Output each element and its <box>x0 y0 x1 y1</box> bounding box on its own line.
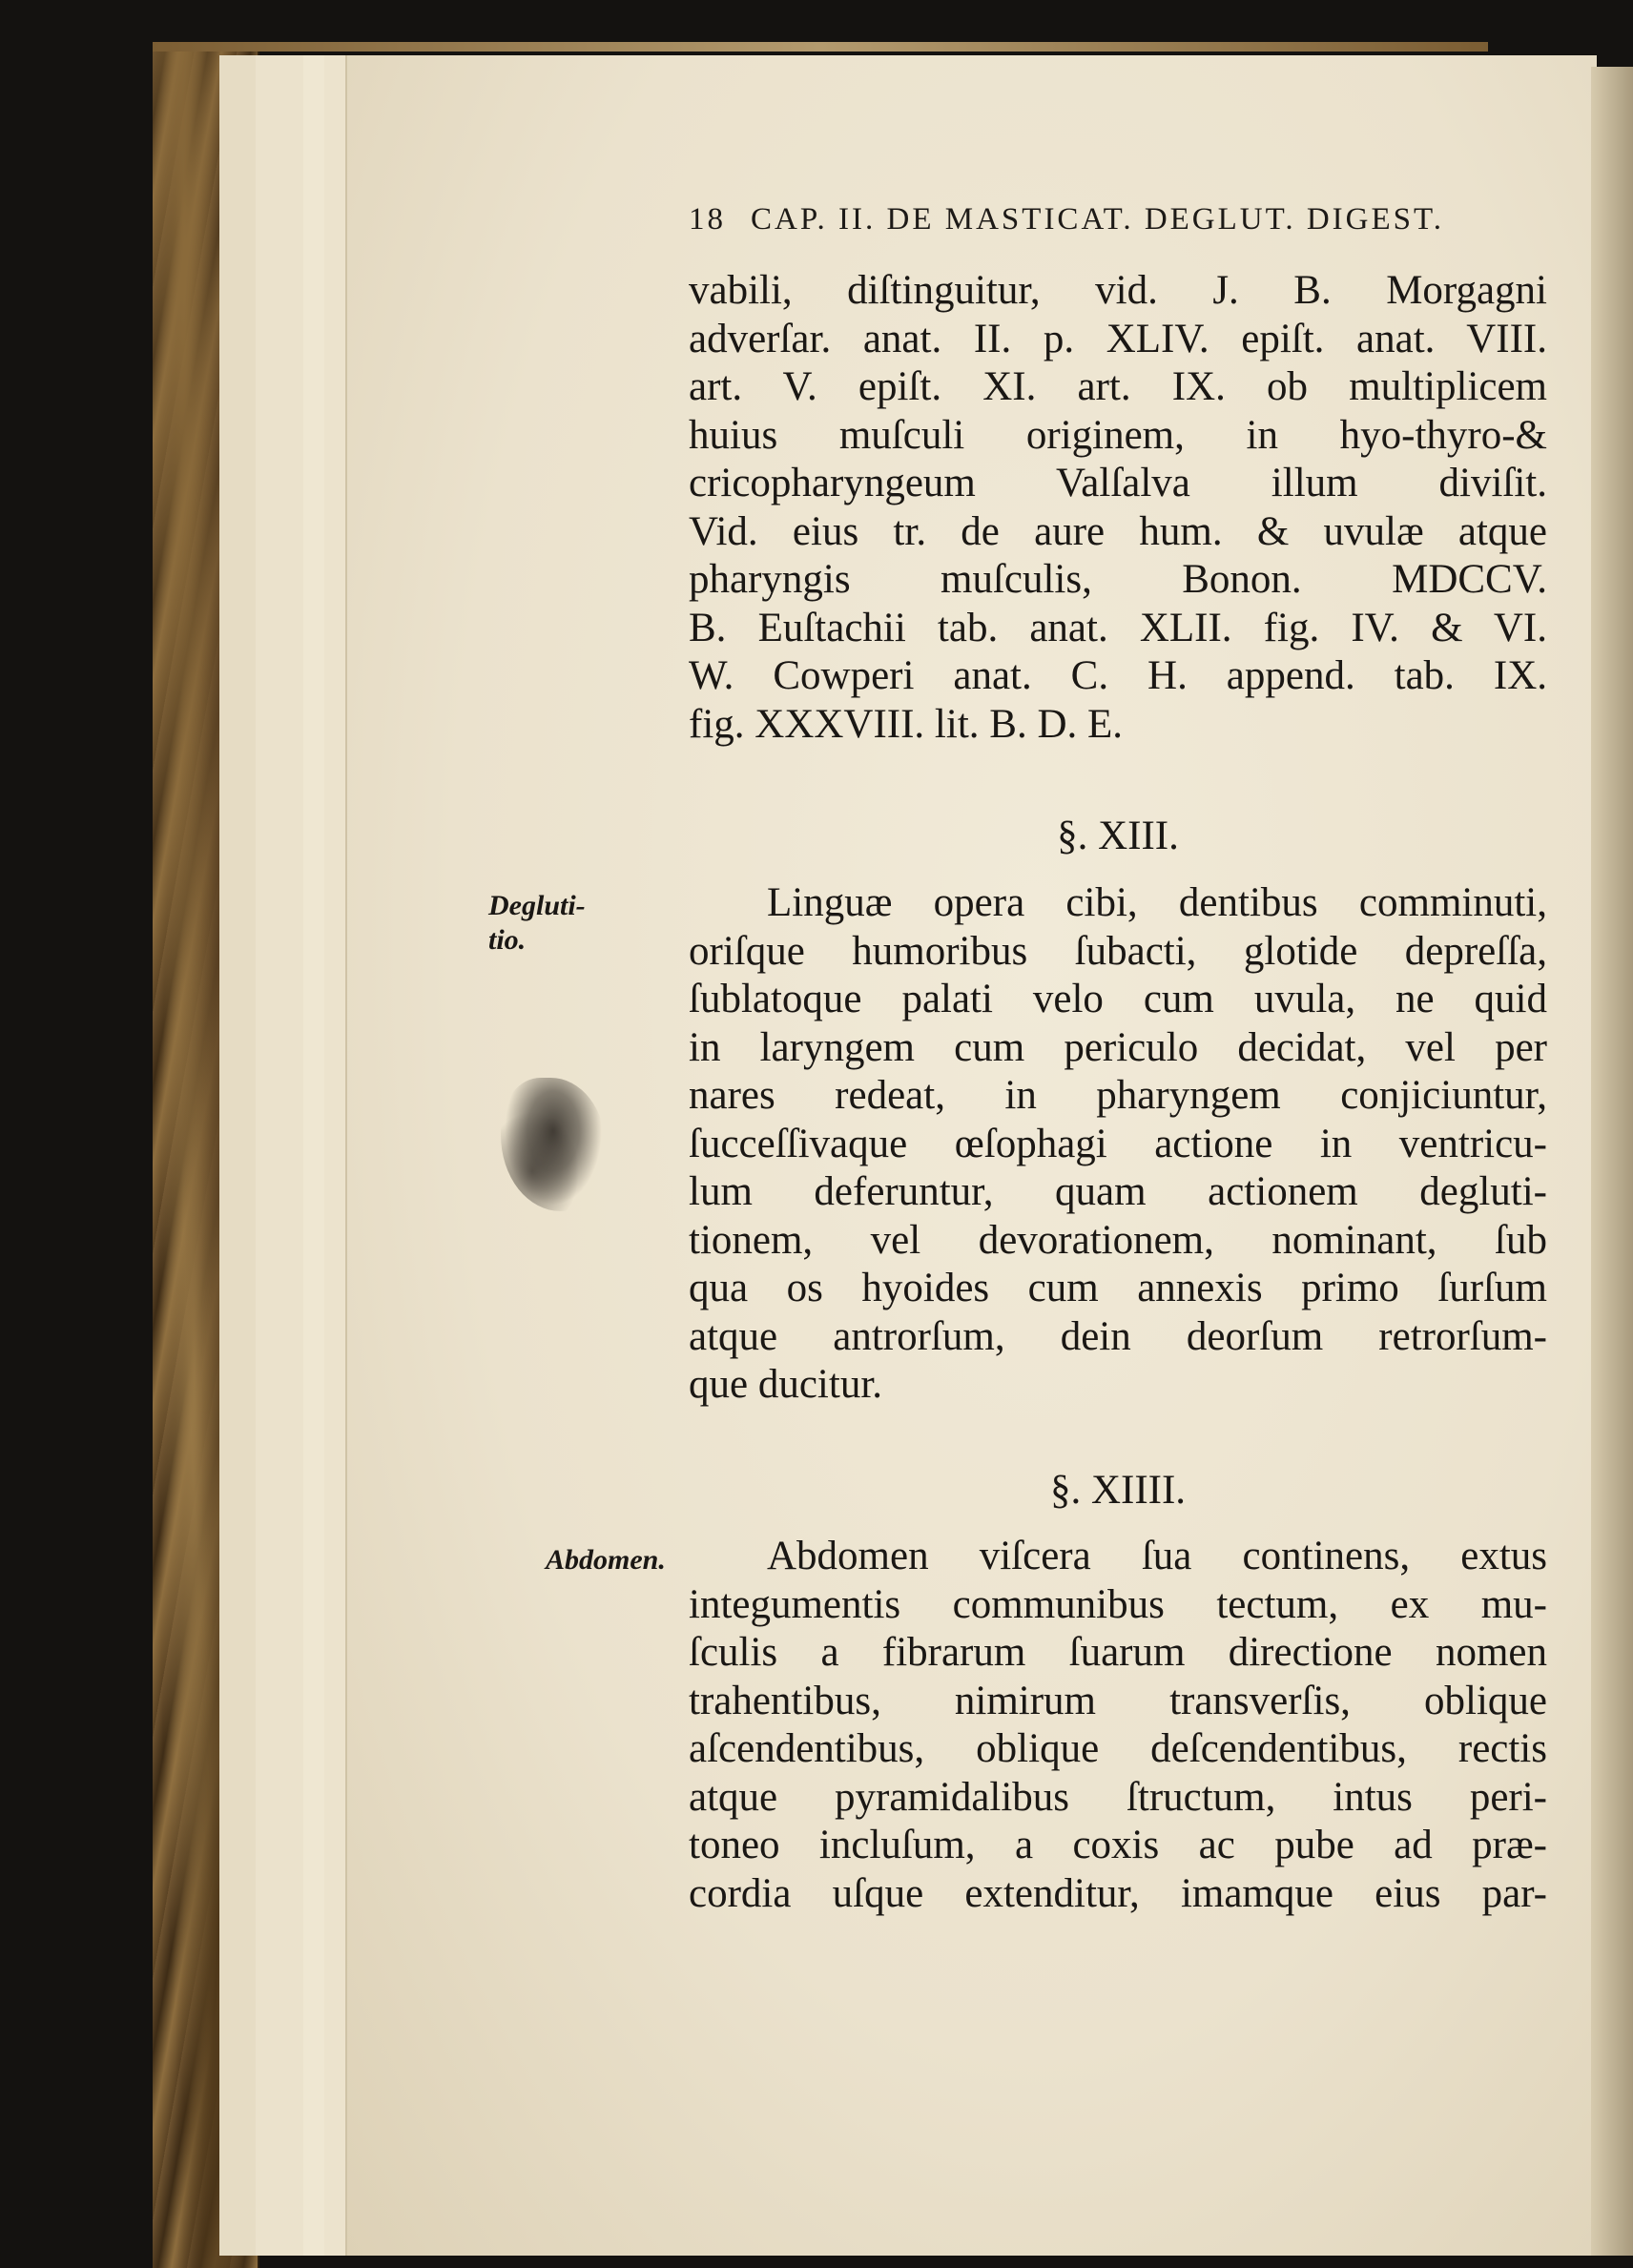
text-line: qua os hyoides cum annexis primo ſurſum <box>689 1266 1547 1310</box>
section-13-paragraph <box>689 879 1547 1410</box>
page-edge <box>256 55 304 2256</box>
text-line: lum deferuntur, quam actionem degluti- <box>689 1169 1547 1214</box>
text-line: vabili, diſtinguitur, vid. J. B. Morgagni <box>689 268 1547 313</box>
text-line: trahentibus, nimirum transverſis, oblique <box>689 1678 1547 1723</box>
section-heading-13: §. XIII. <box>1057 814 1179 858</box>
text-line: atque pyramidalibus ſtructum, intus peri- <box>689 1774 1547 1820</box>
section-14-paragraph <box>689 1533 1547 1918</box>
text-line: oriſque humoribus ſubacti, glotide depreſſa, <box>689 928 1547 974</box>
text-line: cordia uſque extenditur, imamque eius par- <box>689 1870 1547 1916</box>
text-line: Linguæ opera cibi, dentibus comminuti, <box>767 880 1547 925</box>
text-line: integumentis communibus tectum, ex mu- <box>689 1581 1547 1627</box>
text-line: ſculis a fibrarum ſuarum directione nomen <box>689 1630 1547 1675</box>
text-line: fig. XXXVIII. lit. B. D. E. <box>689 701 1124 747</box>
text-line: Vid. eius tr. de aure hum. & uvulæ atque <box>689 508 1547 554</box>
margin-note-line: Degluti- <box>488 890 586 921</box>
text-line: ſucceſſivaque œſophagi actione in ventricu- <box>689 1121 1547 1166</box>
text-line: W. Cowperi anat. C. H. append. tab. IX. <box>689 653 1547 698</box>
page-number: 18 <box>689 202 726 237</box>
facing-page-edge <box>1591 67 1633 2256</box>
margin-note-abdomen <box>546 1543 666 1577</box>
text-line: atque antrorſum, dein deorſum retrorſum- <box>689 1313 1547 1359</box>
text-line: cricopharyngeum Valſalva illum diviſit. <box>689 461 1547 505</box>
text-line: tionem, vel devorationem, nominant, ſub <box>689 1217 1547 1263</box>
text-line: Abdomen viſcera ſua continens, extus <box>767 1534 1547 1578</box>
cover-top-edge <box>153 42 1488 52</box>
page-edge <box>219 55 258 2256</box>
text-line: que ducitur. <box>689 1362 883 1407</box>
margin-note-line: tio. <box>488 924 527 956</box>
running-header <box>689 202 1511 237</box>
text-line: aſcendentibus, oblique deſcendentibus, rectis <box>689 1726 1547 1771</box>
text-line: toneo incluſum, a coxis ac pube ad præ- <box>689 1823 1547 1867</box>
text-line: pharyngis muſculis, Bonon. MDCCV. <box>689 557 1547 602</box>
margin-note-line: Abdomen. <box>546 1544 666 1576</box>
text-line: ſublatoque palati velo cum uvula, ne quid <box>689 977 1547 1021</box>
text-line: huius muſculi originem, in hyo-thyro-& <box>689 412 1547 458</box>
text-line: B. Euſtachii tab. anat. XLII. fig. IV. & VI. <box>689 605 1547 650</box>
section-heading-14: §. XIIII. <box>1049 1468 1187 1513</box>
running-title: CAP. II. DE MASTICAT. DEGLUT. DIGEST. <box>751 202 1444 237</box>
text-line: nares redeat, in pharyngem conjiciuntur, <box>689 1073 1547 1118</box>
paragraph-continued <box>689 267 1547 749</box>
text-line: in laryngem cum periculo decidat, vel per <box>689 1024 1547 1070</box>
margin-note-deglutitio <box>488 889 586 958</box>
text-line: adverſar. anat. II. p. XLIV. epiſt. anat. VIII. <box>689 316 1547 361</box>
text-line: art. V. epiſt. XI. art. IX. ob multiplicem <box>689 364 1547 409</box>
